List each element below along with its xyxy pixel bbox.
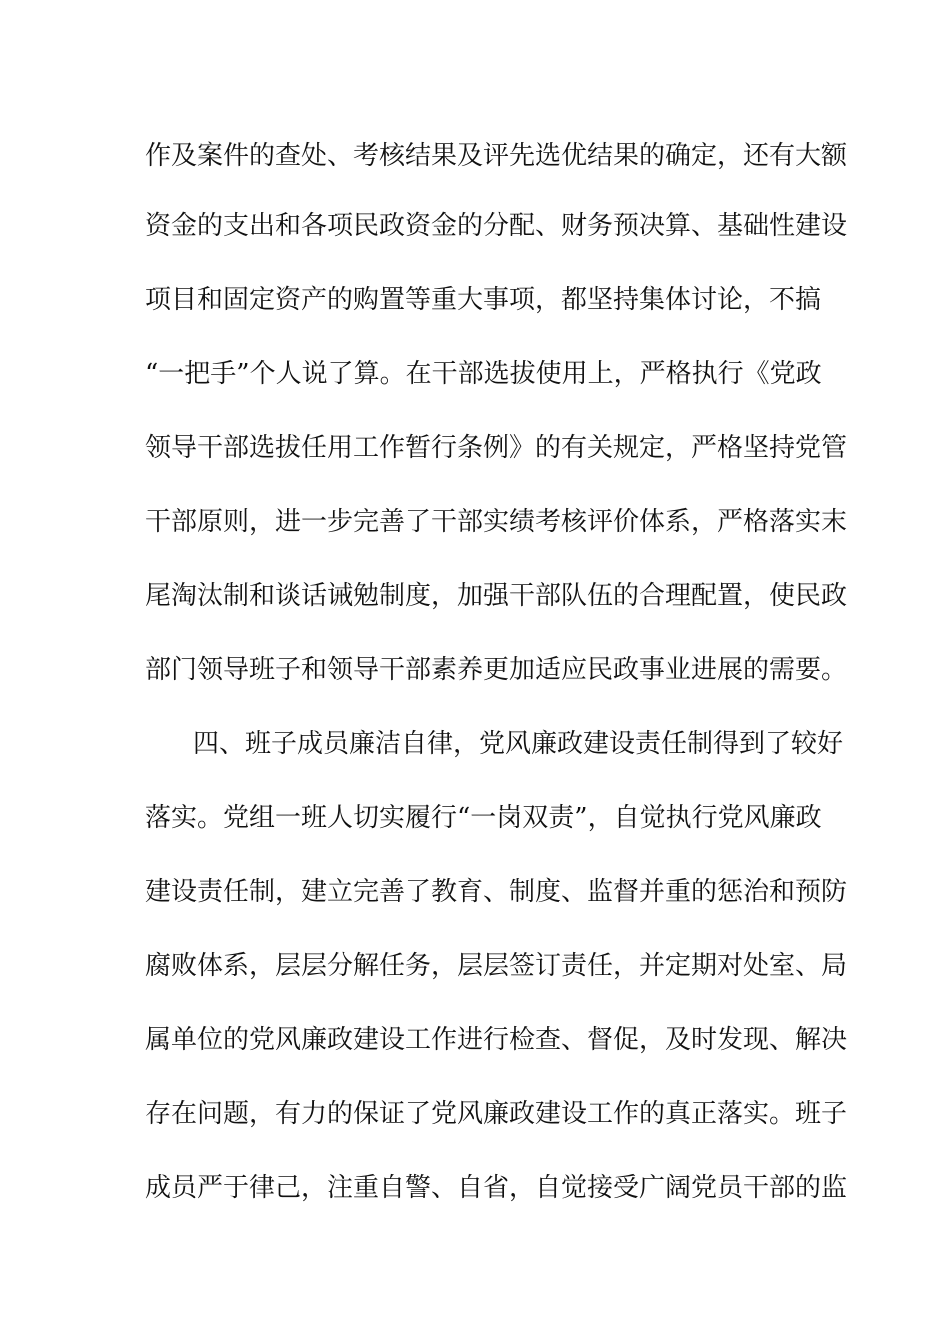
text-line: 成员严于律己，注重自警、自省，自觉接受广阔党员干部的监: [145, 1173, 848, 1203]
text-line: 属单位的党风廉政建设工作进行检查、督促，及时发现、解决: [145, 1025, 848, 1055]
text-line: 作及案件的查处、考核结果及评先选优结果的确定，还有大额: [145, 141, 848, 171]
paragraph-heading-line: 四、班子成员廉洁自律，党风廉政建设责任制得到了较好: [193, 729, 844, 759]
text-line: 部门领导班子和领导干部素养更加适应民政事业进展的需要。: [145, 655, 848, 685]
text-line: 项目和固定资产的购置等重大事项，都坚持集体讨论，不搞: [145, 285, 822, 315]
text-line: 存在问题，有力的保证了党风廉政建设工作的真正落实。班子: [145, 1099, 848, 1129]
text-line: 尾淘汰制和谈话诫勉制度，加强干部队伍的合理配置，使民政: [145, 581, 848, 611]
text-line: 落实。党组一班人切实履行“一岗双责”，自觉执行党风廉政: [145, 803, 822, 833]
text-line: 资金的支出和各项民政资金的分配、财务预决算、基础性建设: [145, 211, 848, 241]
text-line: 干部原则，进一步完善了干部实绩考核评价体系，严格落实末: [145, 507, 848, 537]
text-line: 建设责任制，建立完善了教育、制度、监督并重的惩治和预防: [145, 877, 848, 907]
text-line: “一把手”个人说了算。在干部选拔使用上，严格执行《党政: [145, 359, 822, 389]
text-line: 领导干部选拔任用工作暂行条例》的有关规定，严格坚持党管: [145, 433, 848, 463]
text-line: 腐败体系，层层分解任务，层层签订责任，并定期对处室、局: [145, 951, 848, 981]
